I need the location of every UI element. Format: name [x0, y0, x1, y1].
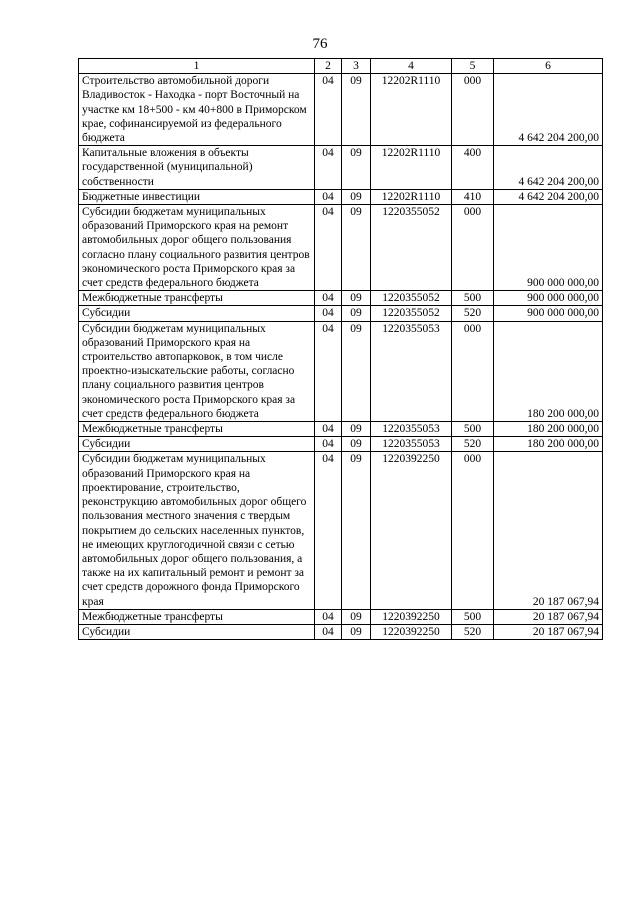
row-section: 04 [315, 437, 342, 452]
table-row [79, 609, 603, 624]
row-name: Субсидии бюджетам муниципальных образований Приморского края на ремонт автомобильных дорог общего пользования согласно плану социального развития центров экономического роста Приморского края за счет средств федерального бюджета [79, 205, 315, 291]
row-subsection: 09 [342, 609, 371, 624]
row-name: Субсидии бюджетам муниципальных образований Приморского края на строительство автопарковок, в том числе проектно-изыскательские работы, согласно плану социального развития центров экономического роста Приморского края за счет средств федерального бюджета [79, 321, 315, 421]
table-header-row [79, 59, 603, 74]
header-cell: 6 [494, 59, 603, 74]
row-expense-type: 000 [452, 74, 494, 146]
row-subsection: 09 [342, 437, 371, 452]
row-target-code: 1220355053 [371, 437, 452, 452]
row-amount: 20 187 067,94 [494, 609, 603, 624]
row-section: 04 [315, 74, 342, 146]
row-section: 04 [315, 146, 342, 190]
row-name: Субсидии бюджетам муниципальных образований Приморского края на проектирование, строительство, реконструкцию автомобильных дорог общего пользования местного значения с твердым покрытием до сельских населенных пунктов, не имеющих круглогодичной связи с сетью автомобильных дорог общего пользования, а также на их капитальный ремонт и ремонт за счет средств дорожного фонда Приморского края [79, 452, 315, 609]
row-amount: 4 642 204 200,00 [494, 146, 603, 190]
row-subsection: 09 [342, 422, 371, 437]
row-section: 04 [315, 321, 342, 421]
row-expense-type: 410 [452, 189, 494, 204]
row-expense-type: 500 [452, 422, 494, 437]
row-target-code: 12202R1110 [371, 74, 452, 146]
row-amount: 20 187 067,94 [494, 452, 603, 609]
row-subsection: 09 [342, 624, 371, 639]
row-expense-type: 520 [452, 437, 494, 452]
table-row [79, 205, 603, 291]
table-row [79, 306, 603, 321]
row-name: Бюджетные инвестиции [79, 189, 315, 204]
header-cell: 2 [315, 59, 342, 74]
row-target-code: 1220392250 [371, 452, 452, 609]
row-expense-type: 000 [452, 452, 494, 609]
row-name: Субсидии [79, 624, 315, 639]
table-row [79, 437, 603, 452]
row-subsection: 09 [342, 452, 371, 609]
header-cell: 1 [79, 59, 315, 74]
row-subsection: 09 [342, 74, 371, 146]
table-row [79, 291, 603, 306]
header-cell: 4 [371, 59, 452, 74]
row-section: 04 [315, 291, 342, 306]
table-row [79, 189, 603, 204]
row-name: Межбюджетные трансферты [79, 422, 315, 437]
row-target-code: 1220392250 [371, 609, 452, 624]
row-section: 04 [315, 452, 342, 609]
row-name: Капитальные вложения в объекты государственной (муниципальной) собственности [79, 146, 315, 190]
row-amount: 900 000 000,00 [494, 205, 603, 291]
row-expense-type: 520 [452, 624, 494, 639]
page-number: 76 [312, 36, 328, 52]
row-subsection: 09 [342, 146, 371, 190]
row-expense-type: 400 [452, 146, 494, 190]
row-target-code: 12202R1110 [371, 189, 452, 204]
row-target-code: 1220355052 [371, 205, 452, 291]
row-section: 04 [315, 609, 342, 624]
header-cell: 3 [342, 59, 371, 74]
row-section: 04 [315, 205, 342, 291]
table-row [79, 422, 603, 437]
row-section: 04 [315, 624, 342, 639]
row-amount: 4 642 204 200,00 [494, 74, 603, 146]
row-subsection: 09 [342, 189, 371, 204]
row-name: Субсидии [79, 437, 315, 452]
table-row [79, 321, 603, 421]
row-amount: 4 642 204 200,00 [494, 189, 603, 204]
header-cell: 5 [452, 59, 494, 74]
row-amount: 900 000 000,00 [494, 291, 603, 306]
row-target-code: 1220355053 [371, 321, 452, 421]
row-section: 04 [315, 422, 342, 437]
table-row [79, 74, 603, 146]
row-name: Субсидии [79, 306, 315, 321]
table-row [79, 452, 603, 609]
row-name: Строительство автомобильной дороги Владивосток - Находка - порт Восточный на участке км 18+500 - км 40+800 в Приморском крае, софинансируемой из федерального бюджета [79, 74, 315, 146]
row-subsection: 09 [342, 291, 371, 306]
row-section: 04 [315, 306, 342, 321]
row-target-code: 1220355052 [371, 291, 452, 306]
row-name: Межбюджетные трансферты [79, 291, 315, 306]
row-expense-type: 000 [452, 321, 494, 421]
row-name: Межбюджетные трансферты [79, 609, 315, 624]
row-target-code: 1220355053 [371, 422, 452, 437]
row-expense-type: 000 [452, 205, 494, 291]
row-target-code: 1220392250 [371, 624, 452, 639]
row-subsection: 09 [342, 205, 371, 291]
row-target-code: 12202R1110 [371, 146, 452, 190]
row-expense-type: 500 [452, 609, 494, 624]
table-row [79, 146, 603, 190]
budget-table [78, 58, 603, 640]
row-expense-type: 500 [452, 291, 494, 306]
row-expense-type: 520 [452, 306, 494, 321]
row-amount: 180 200 000,00 [494, 422, 603, 437]
row-amount: 20 187 067,94 [494, 624, 603, 639]
row-amount: 900 000 000,00 [494, 306, 603, 321]
table-row [79, 624, 603, 639]
row-section: 04 [315, 189, 342, 204]
row-subsection: 09 [342, 306, 371, 321]
row-amount: 180 200 000,00 [494, 437, 603, 452]
row-target-code: 1220355052 [371, 306, 452, 321]
row-subsection: 09 [342, 321, 371, 421]
row-amount: 180 200 000,00 [494, 321, 603, 421]
